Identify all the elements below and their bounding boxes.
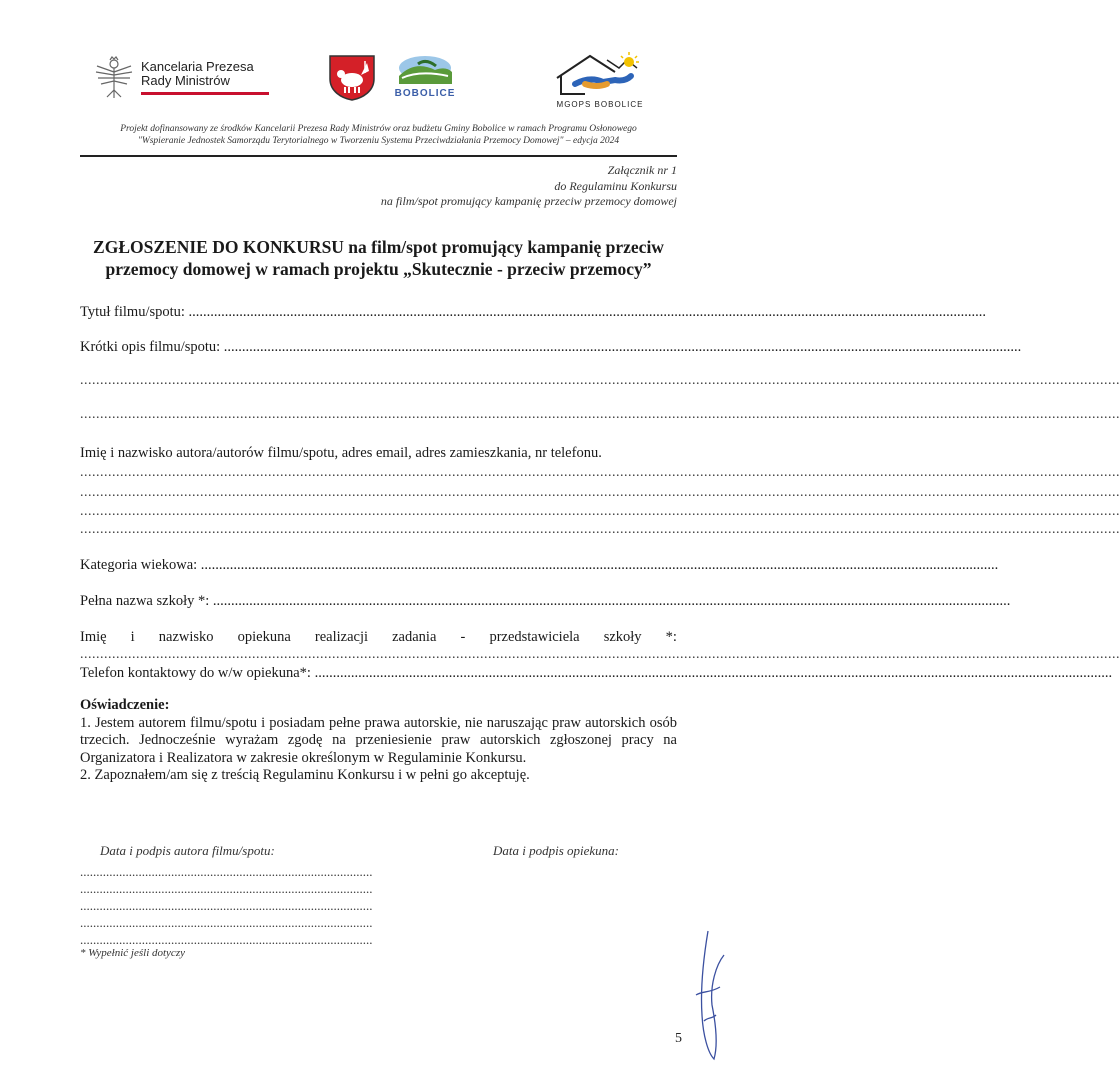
school-name-label: Pełna nazwa szkoły *: bbox=[80, 593, 210, 609]
bobolice-logo bbox=[390, 54, 460, 99]
annex-line-3: na film/spot promujący kampanię przeciw przemocy domowej bbox=[380, 194, 677, 208]
description-line-2[interactable]: .................................................................................................................................................................................................................................................................... bbox=[80, 373, 1120, 388]
annex-line-1: Załącznik nr 1 bbox=[607, 163, 677, 177]
author-signature-line-3[interactable]: .......................................................................................... bbox=[80, 898, 373, 913]
guardian-word: Imię bbox=[80, 629, 107, 645]
guardian-word: zadania bbox=[392, 629, 437, 645]
author-signature-label: Data i podpis autora filmu/spotu: bbox=[100, 843, 275, 858]
guardian-phone-field[interactable]: Telefon kontaktowy do w/w opiekuna*: ............................................................................................................................................................................................................................ bbox=[80, 665, 1113, 681]
author-signature-line-5[interactable]: .......................................................................................... bbox=[80, 932, 373, 947]
author-details-line-3[interactable]: .................................................................................................................................................................................................................................................................... bbox=[80, 504, 1120, 519]
declaration-heading: Oświadczenie: bbox=[80, 697, 170, 713]
kprm-name-line1: Kancelaria Prezesa bbox=[141, 59, 254, 74]
house-handshake-icon bbox=[545, 48, 655, 100]
mgops-logo-text: MGOPS BOBOLICE bbox=[556, 100, 644, 109]
guardian-word: - bbox=[460, 629, 466, 645]
page-number: 5 bbox=[675, 1031, 682, 1046]
hills-logo-icon bbox=[390, 54, 460, 88]
footnote: * Wypełnić jeśli dotyczy bbox=[80, 947, 185, 959]
guardian-word: szkoły bbox=[603, 629, 642, 645]
author-details-line-4[interactable]: .................................................................................................................................................................................................................................................................... bbox=[80, 522, 1120, 537]
bobolice-logo-text: BOBOLICE bbox=[394, 88, 456, 99]
age-category-field[interactable]: Kategoria wiekowa: ............................................................................................................................................................................................................................ bbox=[80, 557, 999, 573]
guardian-phone-label: Telefon kontaktowy do w/w opiekuna*: bbox=[80, 665, 311, 681]
logos-header bbox=[0, 40, 757, 110]
film-title-field[interactable]: Tytuł filmu/spotu: ............................................................................................................................................................................................................................ bbox=[80, 304, 987, 320]
author-signature-line-1[interactable]: .......................................................................................... bbox=[80, 864, 373, 879]
funding-line-2: "Wspieranie Jednostek Samorządu Terytorialnego w Tworzeniu Systemu Przeciwdziałania Przemocy Domowej" – edycja 2024 bbox=[137, 136, 620, 146]
guardian-word: i bbox=[130, 629, 135, 645]
handwritten-signature bbox=[690, 925, 730, 1065]
guardian-label bbox=[80, 628, 677, 646]
annex-note bbox=[381, 163, 677, 210]
declaration bbox=[80, 697, 677, 785]
form-title bbox=[70, 236, 687, 280]
header-divider bbox=[80, 155, 677, 157]
guardian-word: przedstawiciela bbox=[489, 629, 580, 645]
guardian-word: *: bbox=[665, 629, 677, 645]
bobolice-crest bbox=[327, 53, 377, 106]
lamb-crest-icon bbox=[327, 53, 377, 101]
mgops-logo bbox=[545, 48, 655, 110]
declaration-point-1: 1. Jestem autorem filmu/spotu i posiadam pełne prawa autorskie, nie naruszając praw autorskich osób trzecich. Jednocześnie wyrażam zgodę na przeniesienie praw autorskich zgłoszonej pracy na Organizatora i Realizatora w zakresie określonym w Regulaminie Konkursu. bbox=[80, 714, 677, 766]
age-category-label: Kategoria wiekowa: bbox=[80, 557, 198, 573]
guardian-signature-label: Data i podpis opiekuna: bbox=[493, 843, 620, 858]
guardian-word: opiekuna bbox=[237, 629, 291, 645]
author-details-line-1[interactable]: .................................................................................................................................................................................................................................................................... bbox=[80, 465, 1120, 480]
guardian-name-line[interactable]: .................................................................................................................................................................................................................................................................... bbox=[80, 647, 1120, 662]
funding-line-1: Projekt dofinansowany ze środków Kancelarii Prezesa Rady Ministrów oraz budżetu Gminy Bobolice w ramach Programu Osłonowego bbox=[120, 124, 637, 134]
annex-line-2: do Regulaminu Konkursu bbox=[554, 178, 677, 193]
kprm-name bbox=[141, 60, 254, 88]
kprm-name-line2: Rady Ministrów bbox=[141, 73, 230, 88]
kprm-logo bbox=[93, 54, 273, 104]
declaration-point-2: 2. Zapoznałem/am się z treścią Regulaminu Konkursu i w pełni go akceptuję. bbox=[80, 767, 530, 783]
form-title-line-2: przemocy domowej w ramach projektu „Skutecznie - przeciw przemocy” bbox=[105, 259, 652, 279]
author-details-line-2[interactable]: .................................................................................................................................................................................................................................................................... bbox=[80, 485, 1120, 500]
author-signature-line-2[interactable]: .......................................................................................... bbox=[80, 881, 373, 896]
film-description-label: Krótki opis filmu/spotu: bbox=[80, 339, 221, 355]
eagle-emblem-icon bbox=[93, 56, 135, 100]
film-description-field[interactable]: Krótki opis filmu/spotu: ............................................................................................................................................................................................................................ bbox=[80, 339, 1022, 355]
guardian-word: realizacji bbox=[314, 629, 369, 645]
description-line-3[interactable]: .................................................................................................................................................................................................................................................................... bbox=[80, 407, 1120, 422]
school-name-field[interactable]: Pełna nazwa szkoły *: ............................................................................................................................................................................................................................ bbox=[80, 593, 1011, 609]
film-title-label: Tytuł filmu/spotu: bbox=[80, 304, 185, 320]
author-details-label: Imię i nazwisko autora/autorów filmu/spotu, adres email, adres zamieszkania, nr telefonu. bbox=[80, 445, 602, 461]
guardian-word: nazwisko bbox=[158, 629, 214, 645]
kprm-accent-line bbox=[141, 92, 269, 95]
form-title-line-1: ZGŁOSZENIE DO KONKURSU na film/spot promujący kampanię przeciw bbox=[93, 237, 664, 257]
author-signature-line-4[interactable]: .......................................................................................... bbox=[80, 915, 373, 930]
funding-note bbox=[60, 123, 697, 147]
